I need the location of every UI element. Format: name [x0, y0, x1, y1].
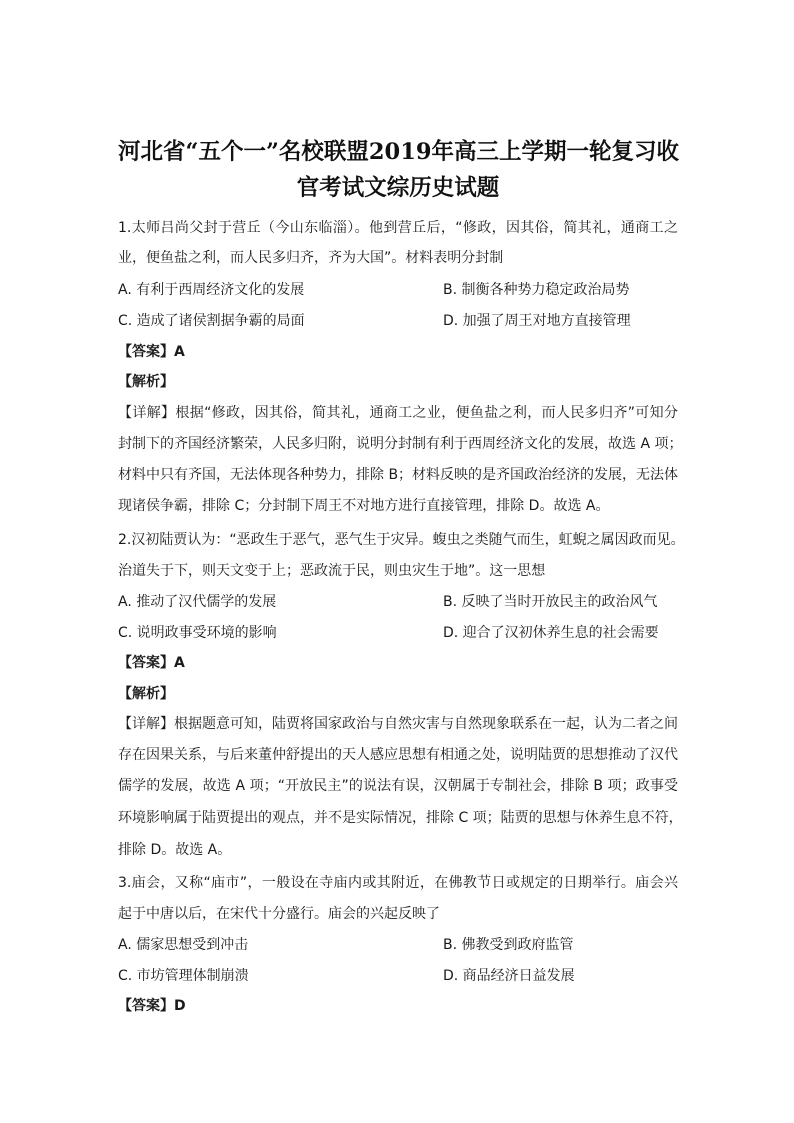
q1-stem-line-1: 1.太师吕尚父封于营丘（今山东临淄）。他到营丘后，“修政，因其俗，简其礼，通商工之: [118, 220, 678, 236]
q3-option-d: D. 商品经济日益发展: [443, 968, 575, 984]
q2-analysis-heading: 【解析】: [118, 686, 174, 702]
q2-option-d: D. 迎合了汉初休养生息的社会需要: [443, 625, 659, 641]
q3-stem-line-1: 3.庙会，又称“庙市”，一般设在寺庙内或其附近，在佛教节日或规定的日期举行。庙会兴: [118, 875, 678, 891]
q2-stem-line-2: 治道失于下，则天文变于上；恶政流于民，则虫灾生于地”。这一思想: [118, 563, 546, 579]
q2-detail-line-3: 儒学的发展，故选 A 项；“开放民主”的说法有误，汉朝属于专制社会，排除 B 项；政事受: [118, 778, 678, 794]
q3-stem-line-2: 起于中唐以后，在宋代十分盛行。庙会的兴起反映了: [118, 906, 440, 922]
q1-option-a: A. 有利于西周经济文化的发展: [118, 282, 305, 298]
q3-option-c: C. 市坊管理体制崩溃: [118, 968, 249, 984]
q1-option-c: C. 造成了诸侯割据争霸的局面: [118, 313, 305, 329]
q1-stem-line-2: 业，便鱼盐之利，而人民多归齐，齐为大国”。材料表明分封制: [118, 250, 504, 266]
q2-stem-line-1: 2.汉初陆贾认为：“恶政生于恶气，恶气生于灾异。蝮虫之类随气而生，虹蜺之属因政而见。: [118, 532, 685, 548]
q1-answer: 【答案】A: [118, 344, 185, 360]
q2-detail-line-2: 存在因果关系，与后来董仲舒提出的天人感应思想有相通之处，说明陆贾的思想推动了汉代: [118, 747, 678, 763]
q3-option-a: A. 儒家思想受到冲击: [118, 937, 249, 953]
q1-analysis-heading: 【解析】: [118, 374, 174, 390]
q2-detail-line-4: 环境影响属于陆贾提出的观点，并不是实际情况，排除 C 项；陆贾的思想与休养生息不符，: [118, 810, 683, 826]
q1-detail-line-3: 材料中只有齐国，无法体现各种势力，排除 B；材料反映的是齐国政治经济的发展，无法体: [118, 467, 679, 483]
q2-detail-line-5: 排除 D。故选 A。: [118, 842, 232, 858]
title-line-1: 河北省“五个一”名校联盟2019年高三上学期一轮复习收: [118, 139, 680, 165]
q2-option-c: C. 说明政事受环境的影响: [118, 625, 277, 641]
q3-option-b: B. 佛教受到政府监管: [443, 937, 574, 953]
q2-answer: 【答案】A: [118, 655, 185, 671]
title-line-2: 官考试文综历史试题: [296, 175, 500, 201]
q1-option-b: B. 制衡各种势力稳定政治局势: [443, 282, 630, 298]
q1-option-d: D. 加强了周王对地方直接管理: [443, 313, 631, 329]
q1-detail-line-4: 现诸侯争霸，排除 C；分封制下周王不对地方进行直接管理，排除 D。故选 A。: [118, 498, 610, 514]
q2-option-a: A. 推动了汉代儒学的发展: [118, 594, 277, 610]
q2-detail-line-1: 【详解】根据题意可知，陆贾将国家政治与自然灾害与自然现象联系在一起，认为二者之间: [118, 716, 678, 732]
q1-detail-line-1: 【详解】根据“修政，因其俗，简其礼，通商工之业，便鱼盐之利，而人民多归齐”可知分: [118, 405, 678, 421]
q3-answer: 【答案】D: [118, 998, 186, 1014]
q2-option-b: B. 反映了当时开放民主的政治风气: [443, 594, 658, 610]
q1-detail-line-2: 封制下的齐国经济繁荣，人民多归附，说明分封制有利于西周经济文化的发展，故选 A 项；: [118, 436, 683, 452]
